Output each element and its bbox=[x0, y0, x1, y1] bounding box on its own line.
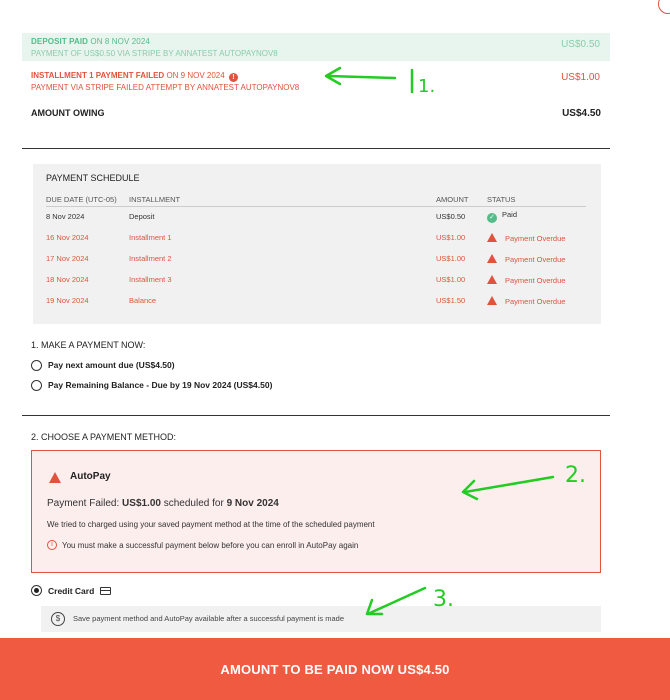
table-row bbox=[46, 227, 586, 248]
row-amount: US$1.00 bbox=[436, 233, 466, 242]
radio-button[interactable] bbox=[31, 360, 42, 371]
status-text: Payment Overdue bbox=[505, 275, 566, 285]
option-label[interactable]: Pay next amount due (US$4.50) bbox=[48, 360, 175, 370]
row-due-date: 17 Nov 2024 bbox=[46, 254, 89, 263]
status-text: Paid bbox=[502, 210, 518, 220]
check-circle-icon: ✓ bbox=[487, 213, 497, 223]
installment-amount: US$1.00 bbox=[561, 72, 600, 83]
autopay-failed-message: Payment Failed: US$1.00 scheduled for 9 Nov 2024 bbox=[47, 498, 279, 509]
row-installment: Balance bbox=[129, 296, 157, 305]
installment-summary bbox=[22, 68, 610, 96]
autopay-explanation: We tried to charged using your saved payment method at the time of the scheduled payment bbox=[47, 520, 375, 529]
installment-detail: PAYMENT VIA STRIPE FAILED ATTEMPT BY ANNATEST AUTOPAYNOV8 bbox=[31, 83, 300, 92]
status-text: Payment Overdue bbox=[505, 296, 566, 306]
divider bbox=[22, 415, 610, 416]
header-installment: INSTALLMENT bbox=[129, 193, 436, 206]
deposit-date: ON 8 NOV 2024 bbox=[90, 37, 150, 46]
header-amount: AMOUNT bbox=[436, 193, 487, 206]
row-status bbox=[487, 290, 586, 311]
annotation-label-3: 3. bbox=[433, 587, 454, 612]
payment-method-title: 2. CHOOSE A PAYMENT METHOD: bbox=[31, 432, 177, 442]
deposit-amount: US$0.50 bbox=[561, 39, 600, 50]
credit-card-icon bbox=[100, 587, 111, 595]
info-icon: i bbox=[47, 540, 57, 550]
row-amount: US$1.50 bbox=[436, 296, 466, 305]
warning-icon bbox=[487, 296, 497, 305]
warning-icon bbox=[487, 275, 497, 284]
row-installment: Installment 3 bbox=[129, 275, 172, 284]
table-row bbox=[46, 269, 586, 290]
radio-button[interactable] bbox=[31, 585, 42, 596]
annotation-label-2: 2. bbox=[565, 463, 586, 488]
installment-date: ON 9 NOV 2024 bbox=[166, 71, 225, 80]
row-due-date: 19 Nov 2024 bbox=[46, 296, 89, 305]
table-row bbox=[46, 248, 586, 269]
deposit-summary bbox=[22, 33, 610, 61]
divider bbox=[22, 148, 610, 149]
status-text: Payment Overdue bbox=[505, 233, 566, 243]
table-row bbox=[46, 290, 586, 311]
header-status: STATUS bbox=[487, 193, 586, 206]
warning-icon bbox=[49, 472, 61, 483]
deposit-status: DEPOSIT PAID bbox=[31, 37, 89, 46]
row-status bbox=[487, 227, 586, 248]
autopay-note: i You must make a successful payment below before you can enroll in AutoPay again bbox=[47, 540, 358, 550]
deposit-detail: PAYMENT OF US$0.50 VIA STRIPE BY ANNATEST AUTOPAYNOV8 bbox=[31, 49, 278, 58]
payment-schedule bbox=[33, 164, 601, 324]
row-status bbox=[487, 206, 586, 227]
warning-icon bbox=[487, 254, 497, 263]
refresh-dollar-icon: $ bbox=[51, 612, 65, 626]
row-status bbox=[487, 248, 586, 269]
amount-owing-label: AMOUNT OWING bbox=[31, 108, 105, 118]
row-due-date: 18 Nov 2024 bbox=[46, 275, 89, 284]
installment-status: INSTALLMENT 1 PAYMENT FAILED bbox=[31, 71, 165, 80]
radio-button[interactable] bbox=[31, 380, 42, 391]
row-installment: Installment 2 bbox=[129, 254, 172, 263]
schedule-table bbox=[46, 193, 586, 311]
row-amount: US$1.00 bbox=[436, 275, 466, 284]
header-due-date: DUE DATE (UTC-05) bbox=[46, 193, 129, 206]
make-payment-title: 1. MAKE A PAYMENT NOW: bbox=[31, 340, 146, 350]
amount-owing-value: US$4.50 bbox=[562, 108, 601, 119]
table-row bbox=[46, 206, 586, 227]
save-method-notice bbox=[41, 606, 601, 632]
corner-icon[interactable] bbox=[658, 0, 670, 14]
credit-card-option[interactable] bbox=[31, 585, 111, 596]
warning-icon bbox=[487, 233, 497, 242]
option-label[interactable]: Pay Remaining Balance - Due by 19 Nov 2024 (US$4.50) bbox=[48, 380, 273, 390]
row-amount: US$0.50 bbox=[436, 212, 466, 222]
save-method-text: Save payment method and AutoPay available after a successful payment is made bbox=[73, 614, 344, 623]
failed-date: 9 Nov 2024 bbox=[226, 498, 279, 509]
failed-amount: US$1.00 bbox=[122, 498, 161, 509]
alert-icon: ! bbox=[229, 73, 238, 82]
annotation-label-1: 1. bbox=[418, 76, 436, 97]
pay-remaining-balance-option[interactable] bbox=[31, 378, 272, 392]
pay-now-button[interactable] bbox=[0, 638, 670, 700]
row-status bbox=[487, 269, 586, 290]
row-amount: US$1.00 bbox=[436, 254, 466, 263]
schedule-header-row bbox=[46, 193, 586, 206]
pay-next-amount-option[interactable] bbox=[31, 358, 175, 372]
schedule-title: PAYMENT SCHEDULE bbox=[46, 173, 140, 183]
row-installment: Installment 1 bbox=[129, 233, 172, 242]
row-due-date: 16 Nov 2024 bbox=[46, 233, 89, 242]
autopay-panel bbox=[31, 450, 601, 573]
row-installment: Deposit bbox=[129, 212, 155, 222]
row-due-date: 8 Nov 2024 bbox=[46, 212, 85, 222]
autopay-title: AutoPay bbox=[70, 471, 111, 482]
status-text: Payment Overdue bbox=[505, 254, 566, 264]
credit-card-label[interactable]: Credit Card bbox=[48, 585, 95, 596]
pay-now-label[interactable]: AMOUNT TO BE PAID NOW US$4.50 bbox=[220, 661, 450, 677]
